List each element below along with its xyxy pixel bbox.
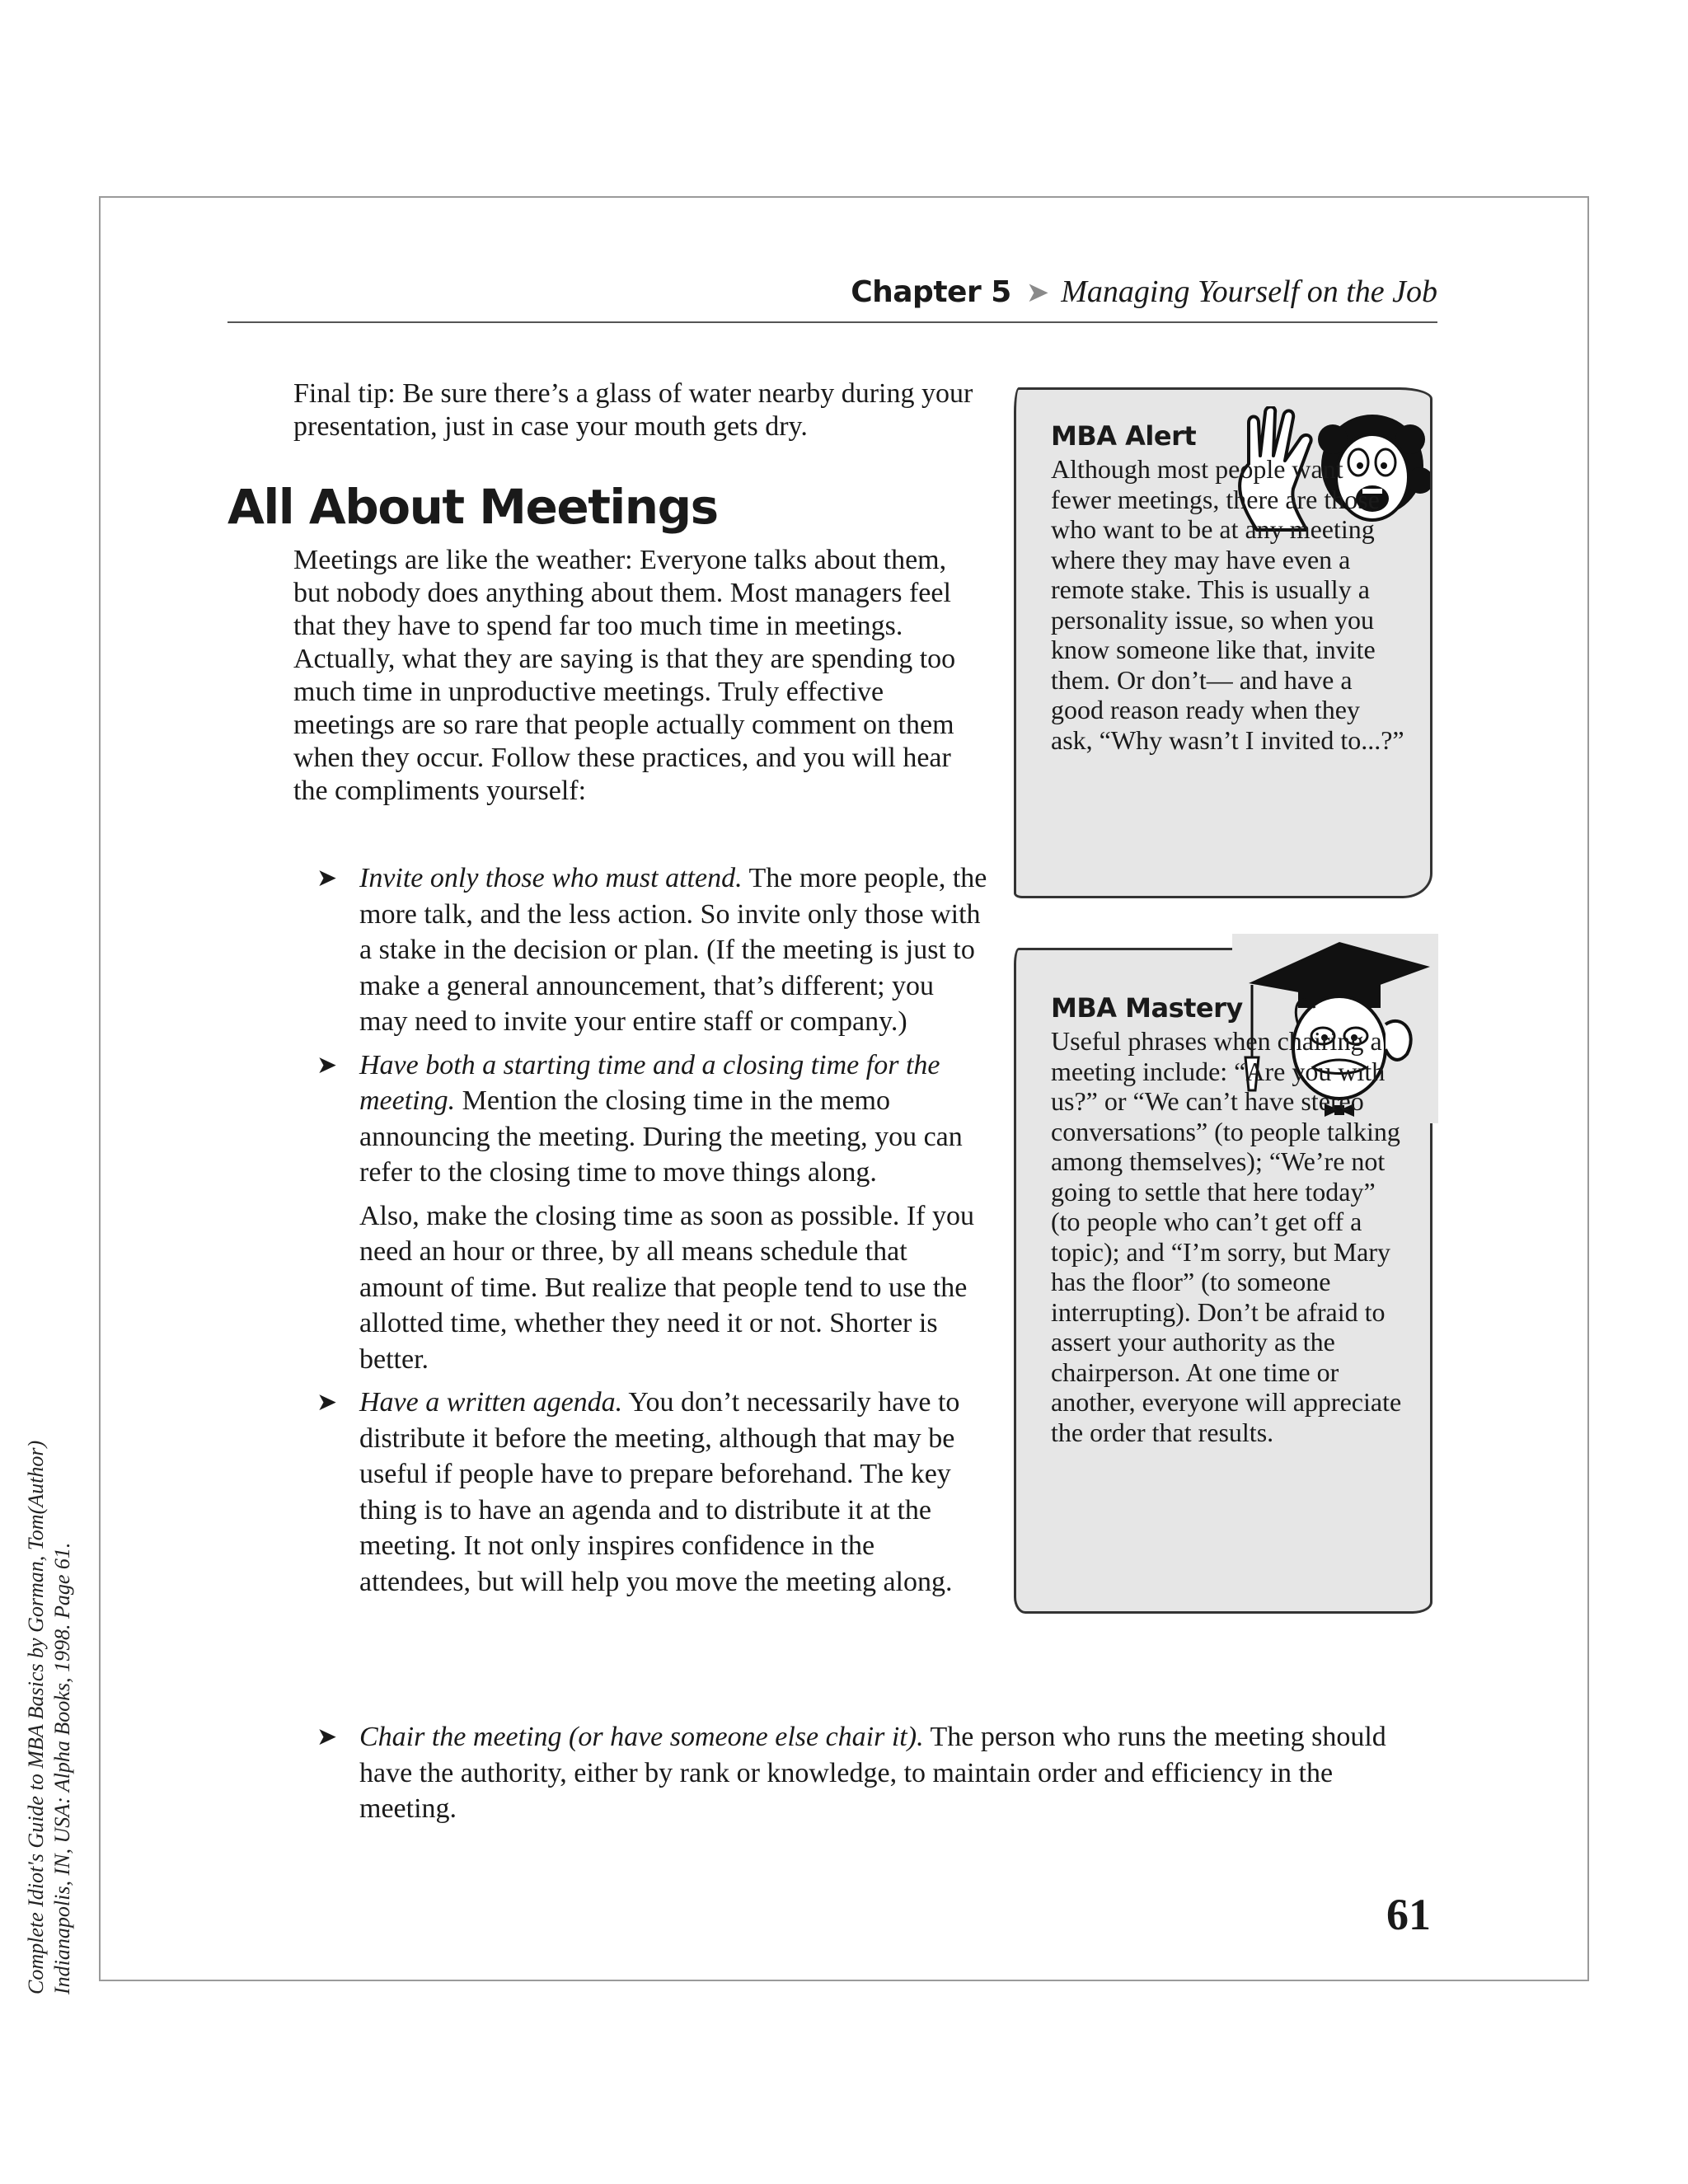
bullet-arrow-icon: ➤ [316, 1050, 338, 1080]
bullet-lead: Have a written agenda. [359, 1387, 623, 1418]
bullet-arrow-icon: ➤ [316, 1388, 338, 1417]
list-item [316, 860, 989, 1040]
sidebar-content [1051, 419, 1407, 755]
page-number: 61 [1386, 1890, 1431, 1939]
chapter-title: Managing Yourself on the Job [1061, 274, 1437, 309]
sidebar-text [1051, 454, 1407, 755]
bullet-arrow-icon: ➤ [316, 864, 338, 893]
bullet-lead: Invite only those who must attend. [359, 863, 743, 893]
bullet-list-wide [316, 1719, 1404, 1835]
final-tip-paragraph: Final tip: Be sure there’s a glass of water nearby during your presentation, just in case your mouth gets dry. [293, 378, 973, 442]
bullet-list [316, 860, 989, 1607]
list-item [316, 1385, 989, 1600]
bullet-subparagraph: Also, make the closing time as soon as possible. If you need an hour or three, by all means schedule that amount of time. But realize that people tend to use the allotted time, whether they need it or not. Shorter is better. [359, 1200, 975, 1375]
section-heading: All About Meetings [227, 479, 718, 535]
list-item [316, 1047, 989, 1378]
intro-paragraph: Meetings are like the weather: Everyone talks about them, but nobody does anything about them. Most managers feel that they have to spend far too much time in meetings. Actually, what they are saying is that they are spending too much time in unproductive meetings. Truly effective meetings are so rare that people actually comment on them when they occur. Follow these practices, and you will hear the compliments yourself: [293, 545, 956, 806]
arrow-icon: ➤ [1025, 276, 1050, 309]
mba-alert-sidebar [1014, 387, 1432, 898]
chapter-label: Chapter 5 [851, 275, 1011, 309]
bullet-text: Mention the closing time in the memo announcing the meeting. During the meeting, you can refer to the closing time to move things along. [359, 1085, 963, 1188]
bullet-text: The more people, the more talk, and the less action. So invite only those with a stake in the decision or plan. (If the meeting is just to make a general announcement, that’s different; you may need to invite your entire staff or company.) [359, 863, 987, 1037]
bullet-text: You don’t necessarily have to distribute it before the meeting, although that may be useful if people have to prepare beforehand. The key thing is to have an agenda and to distribute it at the meeting. It not only inspires confidence in the attendees, but will help you move the meeting along. [359, 1387, 960, 1597]
running-head [227, 270, 1437, 323]
mba-mastery-sidebar [1014, 948, 1432, 1614]
bullet-lead: Chair the meeting (or have someone else chair it). [359, 1722, 924, 1752]
sidebar-title: MBA Mastery [1051, 992, 1243, 1024]
citation-text: Complete Idiot's Guide to MBA Basics by Gorman, Tom(Author) Indianapolis, IN, USA: Alpha Books, 1998. Page 61. [24, 1440, 74, 1994]
sidebar-title: MBA Alert [1051, 420, 1197, 452]
list-item [316, 1719, 1404, 1827]
sidebar-body: Although most people want fewer meetings, there are those who want to be at any meeting where they may have even a remote stake. This is usually a personality issue, so when you know someone like that, invite them. Or don’t— and have a good reason ready when they ask, “Why wasn’t I invited to...?” [1051, 454, 1404, 755]
bullet-lead: Have both a starting time and a closing time for the meeting. [359, 1049, 940, 1116]
bullet-arrow-icon: ➤ [316, 1722, 338, 1751]
sidebar-body: Useful phrases when chairing a meeting include: “Are you with us?” or “We can’t have stereo conversations” (to people talking among themselves); “We’re not going to settle that here today” (to people who can’t get off a topic); and “I’m sorry, but Mary has the floor” (to someone interrupting). Don’t be afraid to assert your authority as the chairperson. At one time or another, everyone will appreciate the order that results. [1051, 1026, 1402, 1447]
bullet-text: The person who runs the meeting should have the authority, either by rank or knowledge, to maintain order and efficiency in the meeting. [359, 1722, 1386, 1824]
sidebar-content [1051, 991, 1407, 1447]
